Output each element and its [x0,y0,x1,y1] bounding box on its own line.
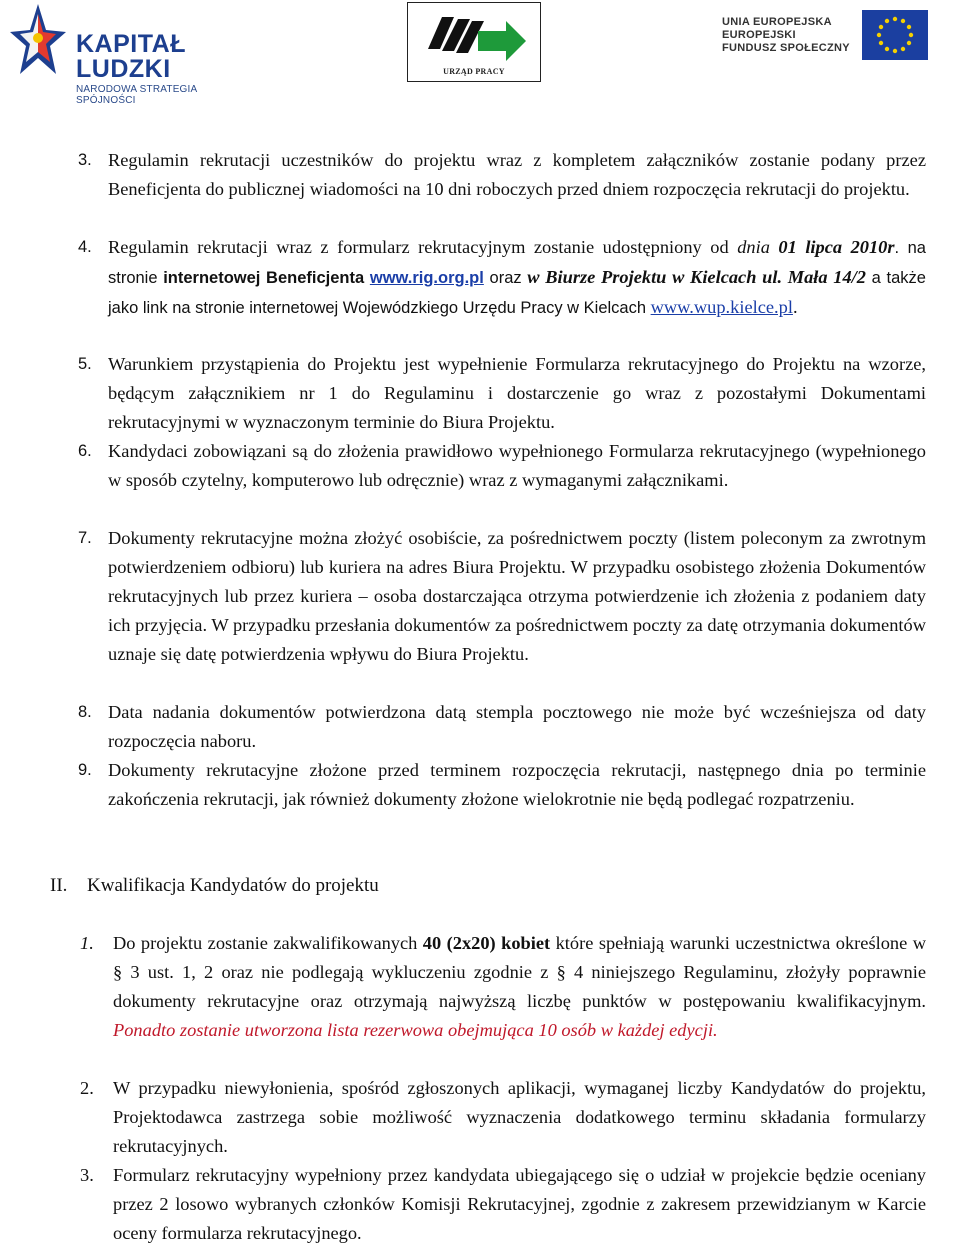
urzad-pracy-arrow-icon [408,7,540,69]
item-number: 5. [78,355,92,373]
section-title: Kwalifikacja Kandydatów do projektu [87,875,379,896]
reserve-list-note: Ponadto zostanie utworzona lista rezerwowa obejmująca 10 osób w każdej edycji. [113,1020,718,1040]
list-item: W przypadku niewyłonienia, spośród zgłoszonych aplikacji, wymaganej liczby Kandydatów do projektu, Projektodawca zastrzega sobie możliwość wyznaczenia dodatkowego terminu składania formularzy rekrutacyjnych. [113,1078,926,1156]
item-number: 2. [80,1078,94,1098]
page-header [0,0,960,106]
list-item: Regulamin rekrutacji uczestników do projektu wraz z kompletem załączników zostanie podany przez Beneficjenta do publicznej wiadomości na 10 dni roboczych przed dniem rozpoczęcia rekrutacji do projektu. [108,150,926,199]
list-item: Warunkiem przystąpienia do Projektu jest wypełnienie Formularza rekrutacyjnego do Projektu na wzorze, będącym załącznikiem nr 1 do Regulaminu i dostarczenie go wraz z pozostałymi Dokumentami rekrutacyjnymi w wyznaczonym terminie do Biura Projektu. [108,354,926,432]
eu-line-3: FUNDUSZ SPOŁECZNY [722,42,850,54]
list-item: Regulamin rekrutacji wraz z formularz rekrutacyjnym zostanie udostępniony od dnia 01 lipca 2010r. na stronie internetowej Beneficjenta www.rig.org.pl oraz w Biurze Projektu w Kielcach ul. Mała 14/2 a także jako link na stronie internetowej Wojewódzkiego Urzędu Pracy w Kielcach www.wup.kielce.pl. [108,237,926,317]
item-number: 8. [78,703,92,721]
urzad-pracy-logo [407,2,541,82]
list-item: Dokumenty rekrutacyjne złożone przed terminem rozpoczęcia rekrutacji, następnego dnia po terminie zakończenia rekrutacji, jak również dokumenty złożone wielokrotnie nie będą podlegać rozpatrzeniu. [108,760,926,809]
kapital-ludzki-logo [8,2,258,106]
logo-subtitle: NARODOWA STRATEGIA SPÓJNOŚCI [76,84,197,106]
eu-logo [722,10,932,70]
urzad-pracy-label: URZĄD PRACY [443,67,505,76]
eu-flag-icon [862,10,928,60]
item-number: 4. [78,238,92,256]
list-item: Do projektu zostanie zakwalifikowanych 40 (2x20) kobiet które spełniają warunki uczestnictwa określone w § 3 ust. 1, 2 oraz nie podlegają wykluczeniu zgodnie z § 4 niniejszego Regulaminu, złożyły poprawnie dokumenty rekrutacyjne oraz otrzymają najwyższą liczbę punktów w postępowaniu kwalifikacyjnym. Ponadto zostanie utworzona lista rezerwowa obejmująca 10 osób w każdej edycji. [113,933,926,1040]
list-item: Dokumenty rekrutacyjne można złożyć osobiście, za pośrednictwem poczty (listem poleconym za zwrotnym potwierdzeniem odbioru) lub kuriera na adres Biura Projektu. W przypadku osobistego złożenia Dokumentów rekrutacyjnych lub przez kuriera – osoba dostarczająca otrzyma potwierdzenie ich złożenia z podaniem daty ich przyjęcia. W przypadku przesłania dokumentów za pośrednictwem poczty za datę otrzymania dokumentów uznaje się datę potwierdzenia wpływu do Biura Projektu. [108,528,926,664]
wup-link[interactable]: www.wup.kielce.pl [650,297,793,317]
eu-line-1: UNIA EUROPEJSKA [722,16,832,28]
list-item: Kandydaci zobowiązani są do złożenia prawidłowo wypełnionego Formularza rekrutacyjnego (wypełnionego w sposób czytelny, komputerowo lub odręcznie) wraz z wymaganymi załącznikami. [108,441,926,490]
kapital-ludzki-star-icon [8,2,68,82]
logo-title: KAPITAŁ LUDZKI [76,30,186,83]
eu-line-2: EUROPEJSKI [722,29,796,41]
item-number: 9. [78,761,92,779]
item-number: 1. [80,933,94,953]
list-item: Data nadania dokumentów potwierdzona datą stempla pocztowego nie może być wcześniejsza od daty rozpoczęcia naboru. [108,702,926,751]
item-number: 3. [78,151,92,169]
item-number: 7. [78,529,92,547]
item-number: 6. [78,442,92,460]
section-number: II. [50,875,68,896]
beneficjent-link[interactable]: www.rig.org.pl [369,269,484,287]
list-item: Formularz rekrutacyjny wypełniony przez kandydata ubiegającego się o udział w projekcie będzie oceniany przez 2 losowo wybranych członków Komisji Rekrutacyjnej, zgodnie z zakresem przewidzianym w Karcie oceny formularza rekrutacyjnego. [113,1165,926,1243]
item-number: 3. [80,1165,94,1185]
